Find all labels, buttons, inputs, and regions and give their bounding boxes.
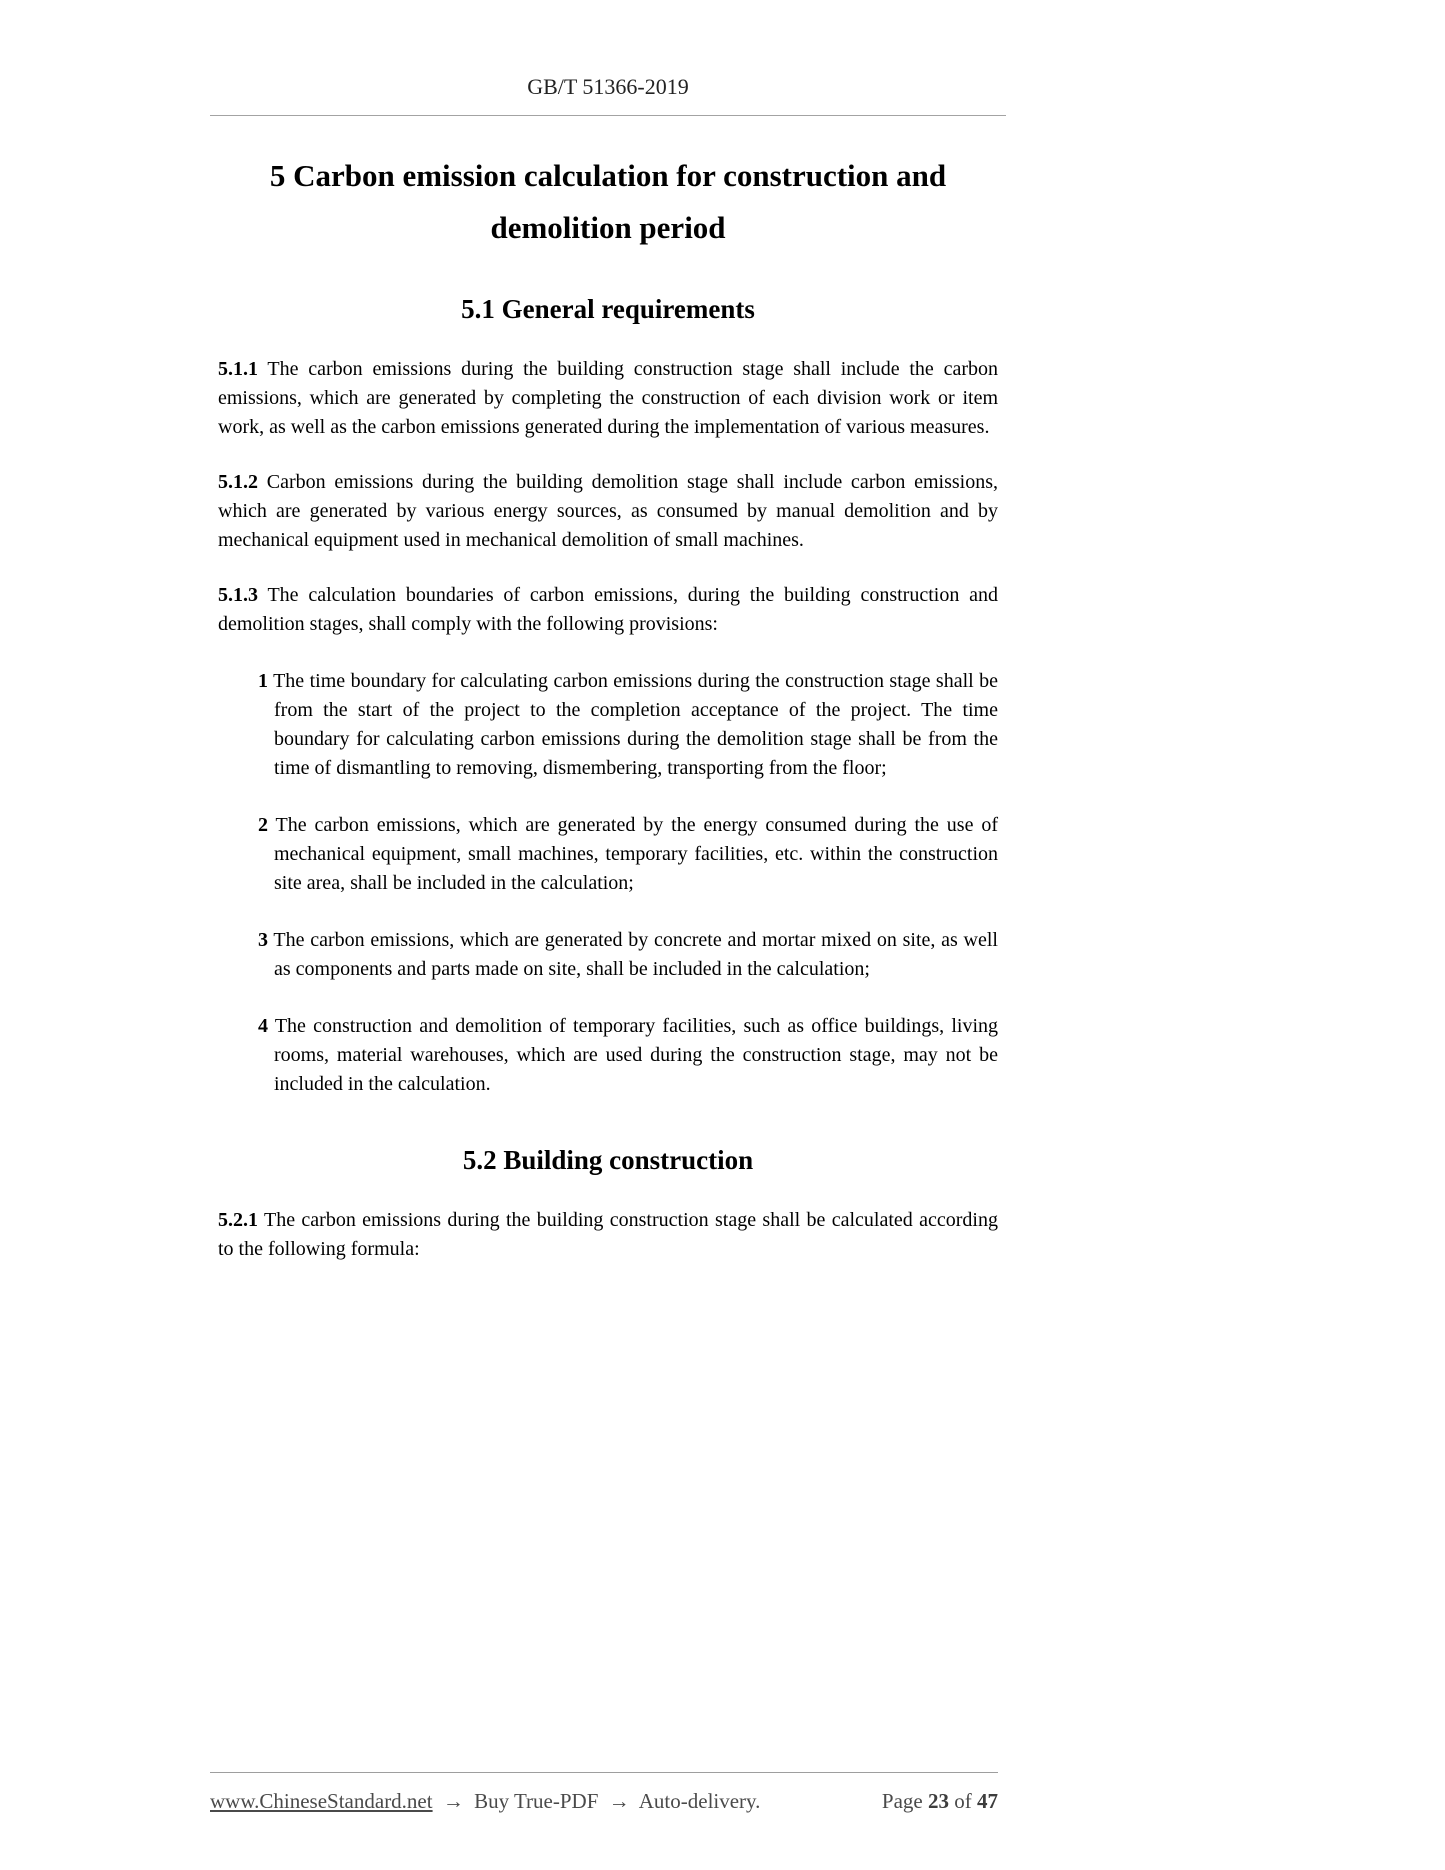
page-content [218,0,998,1264]
chinesestandard-link[interactable]: www.ChineseStandard.net [210,1789,433,1813]
clause-5-1-3-label: 5.1.3 [218,584,258,606]
page-word: Page [881,1789,923,1813]
clause-5-2-1-text: The carbon emissions during the building construction stage shall be calculated according to the following formula: [218,1209,998,1260]
clause-5-1-1-label: 5.1.1 [218,358,258,380]
provision-2 [258,811,998,898]
clause-5-1-2-text: Carbon emissions during the building demolition stage shall include carbon emissions, which are generated by various energy sources, as consumed by manual demolition and by mechanical equipment used in mechanical demolition of small machines. [218,471,998,551]
provision-2-number: 2 [258,814,268,836]
section-5-2-heading: 5.2 Building construction [462,1145,754,1175]
current-page-number: 23 [928,1789,949,1813]
provision-3-number: 3 [258,929,268,951]
buy-true-pdf-label: Buy True-PDF [474,1789,599,1813]
standard-number: GB/T 51366-2019 [527,74,689,99]
clause-5-1-1 [218,355,998,442]
clause-5-1-3 [218,581,998,639]
auto-delivery-label: Auto-delivery. [638,1789,761,1813]
provision-1 [258,667,998,783]
provision-3 [258,926,998,984]
chapter-title-line-2: demolition period [490,210,726,245]
provision-1-text: The time boundary for calculating carbon emissions during the construction stage shall be from the start of the project to the completion acceptance of the project. The time boundary for calculating carbon emissions during the demolition stage shall be from the time of dismantling to removing, dismembering, transporting from the floor; [273,670,999,779]
clause-5-1-1-text: The carbon emissions during the building construction stage shall include the carbon emissions, which are generated by completing the construction of each division work or item work, as well as the carbon emissions generated during the implementation of various measures. [218,358,998,438]
section-5-1-heading: 5.1 General requirements [461,294,755,324]
total-page-number: 47 [977,1789,998,1813]
provision-4 [258,1012,998,1099]
provision-3-text: The carbon emissions, which are generated by concrete and mortar mixed on site, as well as components and parts made on site, shall be included in the calculation; [273,929,998,980]
provision-1-number: 1 [258,670,268,692]
clause-5-2-1 [218,1206,998,1264]
chapter-title [218,150,998,254]
page-indicator [882,1789,998,1814]
clause-5-1-2 [218,468,998,555]
of-word: of [954,1789,972,1813]
provision-4-text: The construction and demolition of temporary facilities, such as office buildings, living rooms, material warehouses, which are used during the construction stage, may not be included in the calculation. [274,1015,998,1095]
clause-5-1-3-text: The calculation boundaries of carbon emissions, during the building construction and demolition stages, shall comply with the following provisions: [218,584,998,635]
arrow-icon: → [608,1789,630,1813]
provision-4-number: 4 [258,1015,268,1037]
arrow-icon: → [442,1789,464,1813]
clause-5-2-1-label: 5.2.1 [218,1209,258,1231]
footer-source-line [210,1789,760,1814]
provision-2-text: The carbon emissions, which are generated by the energy consumed during the use of mechanical equipment, small machines, temporary facilities, etc. within the construction site area, shall be included in the calculation; [274,814,998,894]
chapter-title-line-1: 5 Carbon emission calculation for construction and [269,158,947,193]
page-footer [210,1772,998,1814]
clause-5-1-2-label: 5.1.2 [218,471,258,493]
header-rule [210,115,1006,116]
